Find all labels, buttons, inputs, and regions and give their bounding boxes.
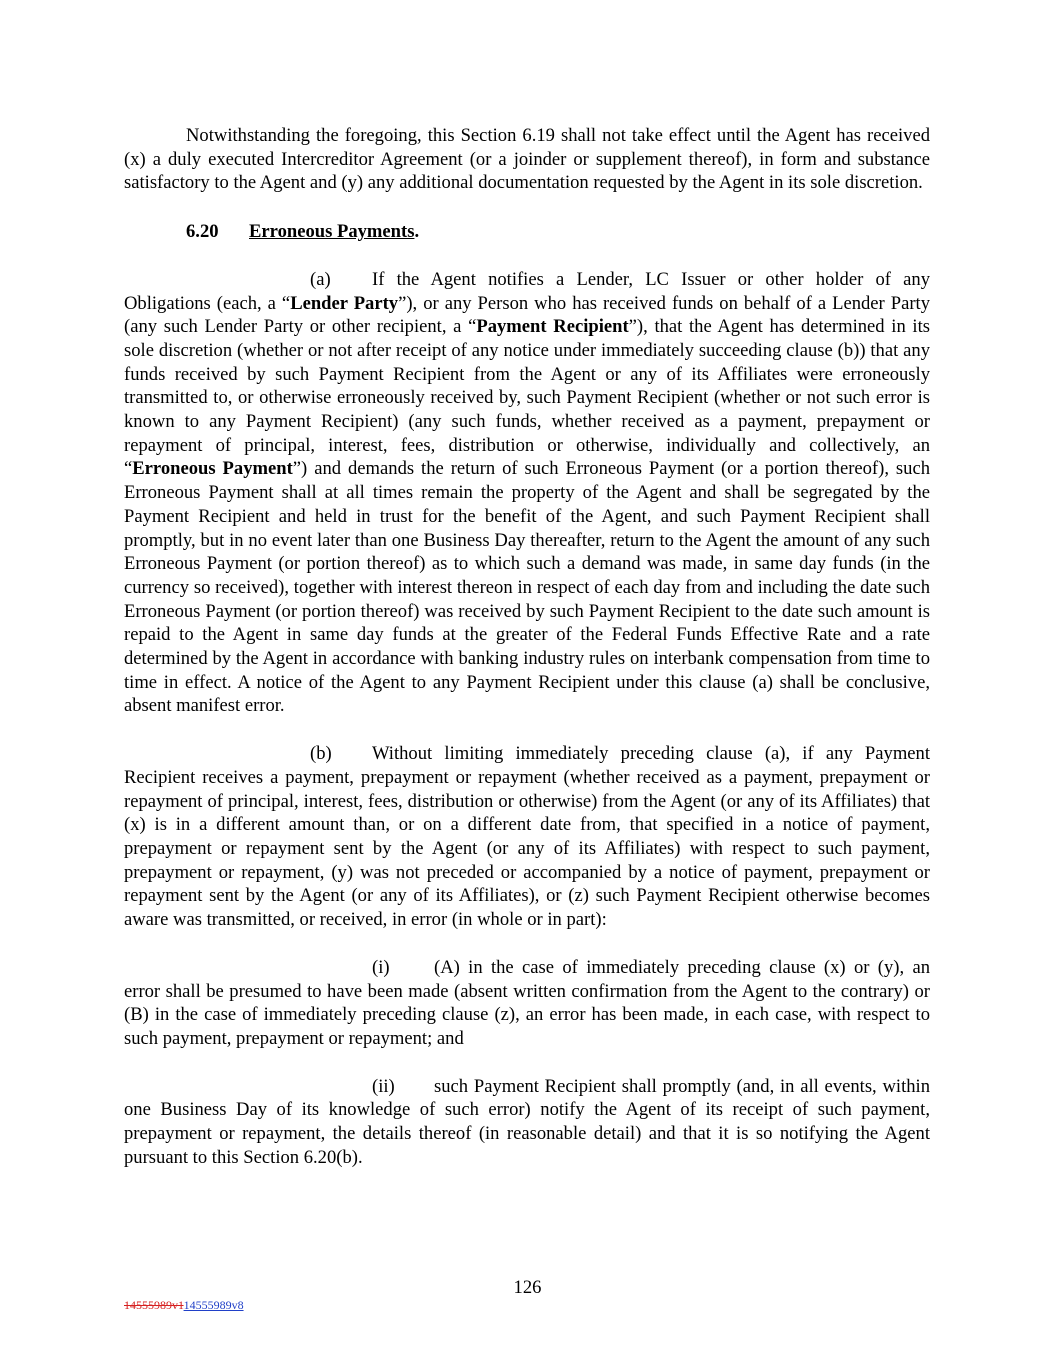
section-number: 6.20 [186, 221, 219, 243]
page-number: 126 [513, 1277, 542, 1298]
clause-b-label: (b) [310, 743, 332, 765]
clause-a-text-2: ”), or any Person who has received funds on behalf of a Lender Party (any such Lender Party or other recipient, a “ [124, 292, 930, 338]
clause-a-text-4: ”) and demands the return of such Erroneous Payment (or a portion thereof), such Erroneous Payment shall at all times remain the property of the Agent and shall be segregated by the Payment Recipient and held in trust for the benefit of the Agent, and such Payment Recipient shall promptly, but in no event later than one Business Day thereafter, return to the Agent the amount of any such Erroneous Payment (or portion thereof) as to which such a demand was made, in same day funds (in the currency so received), together with interest thereon in respect of each day from and including the date such Erroneous Payment (or portion thereof) was received by such Payment Recipient to the date such amount is repaid to the Agent in same day funds at the greater of the Federal Funds Effective Rate and a rate determined by the Agent in accordance with banking industry rules on interbank compensation from time to time in effect. A notice of the Agent to any Payment Recipient under this clause (a) shall be conclusive, absent manifest error. [124, 458, 931, 717]
clause-i-label: (i) [372, 956, 390, 978]
section-title-period: . [414, 221, 420, 243]
clause-i-text: (A) in the case of immediately preceding clause (x) or (y), an error shall be presumed to have been made (absent written confirmation from the Agent to the contrary) or (B) in the case of immediately preceding clause (z), an error has been made, in each case, with respect to such payment, prepayment or repayment; and [124, 956, 930, 1049]
clause-a-text-3: ”), that the Agent has determined in its sole discretion (whether or not after receipt of any notice under immediately succeeding clause (b)) that any funds received by such Payment Recipient from the Agent or any of its Affiliates were erroneously transmitted to, or otherwise erroneously received by, such Payment Recipient (whether or not such error is known to any Payment Recipient) (any such funds, whether received as a payment, prepayment or repayment of principal, interest, fees, distribution or otherwise, individually and collectively, an “ [124, 316, 930, 480]
document-page [124, 124, 930, 1169]
section-title: Erroneous Payments [249, 221, 415, 243]
defined-term-lender-party: Lender Party [290, 292, 399, 314]
document-id [124, 1298, 244, 1312]
document-id-new: 14555989v8 [183, 1298, 244, 1312]
clause-b-text: Without limiting immediately preceding clause (a), if any Payment Recipient receives a payment, prepayment or repayment (whether received as a payment, prepayment or repayment of principal, interest, fees, distribution or otherwise) from the Agent (or any of its Affiliates) that (x) is in a different amount than, or on a different date from, that specified in a notice of payment, prepayment or repayment sent by the Agent (or any of its Affiliates) with respect to such payment, prepayment or repayment, (y) was not preceded or accompanied by a notice of payment, prepayment or repayment sent by the Agent (or any of its Affiliates), or (z) such Payment Recipient otherwise becomes aware was transmitted, or received, in error (in whole or in part): [124, 743, 930, 931]
clause-i-paragraph [124, 956, 930, 1051]
document-id-old: 14555989v1 [124, 1298, 184, 1312]
clause-a-text-1: If the Agent notifies a Lender, LC Issuer or other holder of any Obligations (each, a “ [124, 268, 930, 314]
clause-ii-text: such Payment Recipient shall promptly (and, in all events, within one Business Day of its knowledge of such error) notify the Agent of its receipt of such payment, prepayment or repayment, the details thereof (in reasonable detail) and that it is so notifying the Agent pursuant to this Section 6.20(b). [124, 1075, 930, 1168]
clause-a-paragraph [124, 268, 930, 718]
clause-b-paragraph [124, 742, 930, 932]
clause-a-label: (a) [310, 268, 331, 290]
defined-term-payment-recipient: Payment Recipient [476, 316, 629, 338]
intro-paragraph: Notwithstanding the foregoing, this Section 6.19 shall not take effect until the Agent has received (x) a duly executed Intercreditor Agreement (or a joinder or supplement thereof), in form and substance satisfactory to the Agent and (y) any additional documentation requested by the Agent in its sole discretion. [124, 125, 930, 194]
section-heading [186, 220, 930, 244]
clause-ii-paragraph [124, 1075, 930, 1170]
defined-term-erroneous-payment: Erroneous Payment [132, 458, 293, 480]
clause-ii-label: (ii) [372, 1075, 395, 1097]
